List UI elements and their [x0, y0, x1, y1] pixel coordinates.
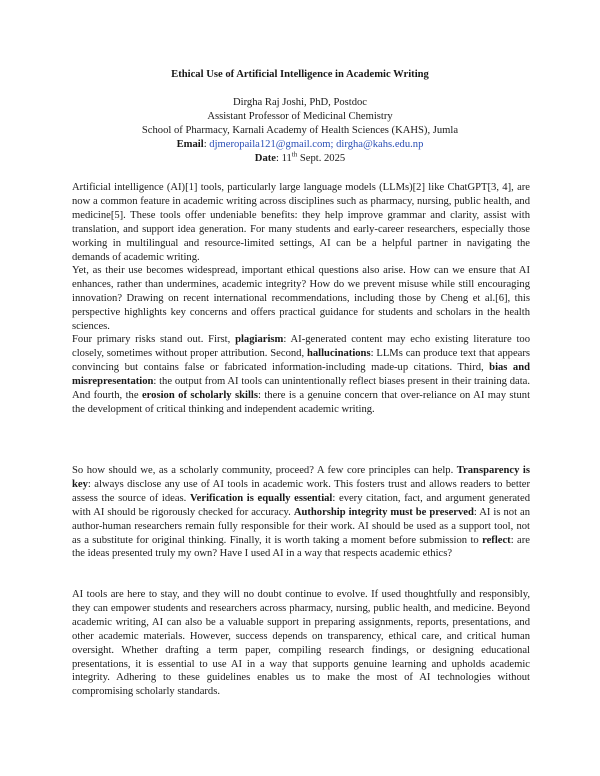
principle-reflect: reflect — [482, 534, 511, 546]
date-rest: Sept. 2025 — [297, 153, 346, 164]
date-day: 11 — [281, 153, 292, 164]
principle-verification: Verification is equally essential — [189, 492, 333, 504]
risk-erosion: erosion of scholarly skills — [141, 389, 258, 401]
risk-bias: bias and misrepresentation — [72, 361, 530, 387]
email-links[interactable]: djmeropaila121@gmail.com; dirgha@kahs.edu.np — [209, 139, 424, 150]
principles-text-5: : are the ideas presented truly my own? Have I used AI in a way that respects academic ethics? — [72, 534, 530, 560]
principles-text-4: : AI is not an author-human researchers remain fully responsible for their work. AI should be used as a support tool, not as a substitute for original thinking. Finally, it is worth taking a moment before submission to — [72, 506, 531, 546]
author-email-line — [0, 138, 600, 152]
paragraph-conclusion: AI tools are here to stay, and they will no doubt continue to evolve. If used thoughtfully and responsibly, they can empower students and researchers across pharmacy, nursing, public health, and medicine. Beyond academic writing, AI can also be a valuable support in preparing assignments, reports, presentations, and other academic materials. However, success depends on transparency, ethical care, and critical human oversight. Whether drafting a term paper, compiling research findings, or designing educational presentations, it is essential to use AI in a way that supports genuine learning and upholds academic integrity. Adhering to these guidelines enables us to make the most of AI technologies without compromising scholarly standards. — [72, 589, 530, 698]
paragraph-risks — [72, 333, 530, 416]
author-position: Assistant Professor of Medicinal Chemistry — [207, 111, 393, 122]
risks-text-1: Four primary risks stand out. First, — [72, 334, 236, 345]
date-suffix: th — [291, 150, 298, 159]
paragraph-principles — [72, 464, 530, 561]
paragraph-ethical-questions: Yet, as their use becomes widespread, important ethical questions also arise. How can we ensure that AI enhances, rather than undermines, academic integrity? How do we prevent misuse while still encouraging innovation? Drawing on recent international recommendations, including those by Cheng et al.[6], this perspective highlights key concerns and offers practical guidance for students and scholars in the health sciences. — [72, 265, 530, 332]
risks-text-3: : LLMs can produce text that appears convincing but contains false or fabricated information-including made-up citations. Third, — [72, 347, 531, 373]
paragraph-intro: Artificial intelligence (AI)[1] tools, particularly large language models (LLMs)[2] like ChatGPT[3, 4], are now a common feature in academic writing across disciplines such as pharmacy, nursing, public health, and medicine[5]. These tools offer undeniable benefits: they help improve grammar and clarity, assist with translation, and support idea generation. For many students and early-career researchers, especially those working in multilingual and resource-limited settings, AI can be a helpful partner in navigating the demands of academic writing. — [72, 182, 530, 263]
principles-text-2: : always disclose any use of AI tools in academic work. This fosters trust and allows readers to better assess the source of ideas. — [72, 478, 530, 504]
principle-authorship: Authorship integrity must be preserved — [293, 506, 474, 518]
risks-text-2: : AI-generated content may echo existing literature too closely, sometimes without proper attribution. Second, — [72, 334, 531, 359]
risks-text-5: : there is a genuine concern that over-reliance on AI may stunt the development of critical thinking and independent academic writing. — [72, 389, 531, 415]
principle-transparency: Transparency is key — [72, 465, 530, 490]
principles-text-1: So how should we, as a scholarly community, proceed? A few core principles can help. — [72, 465, 457, 476]
date-line — [0, 152, 600, 166]
author-name: Dirgha Raj Joshi, PhD, Postdoc — [233, 97, 367, 108]
risk-plagiarism: plagiarism — [235, 334, 284, 345]
document-title: Ethical Use of Artificial Intelligence in Academic Writing — [171, 69, 429, 80]
email-separator: : — [203, 139, 210, 150]
author-affiliation: School of Pharmacy, Karnali Academy of Health Sciences (KAHS), Jumla — [141, 125, 459, 136]
email-label: Email — [176, 139, 204, 150]
date-label: Date — [254, 153, 276, 164]
risks-text-4: : the output from AI tools can unintentionally reflect biases present in their training data. And fourth, the — [72, 375, 530, 401]
risk-hallucinations: hallucinations — [306, 347, 371, 359]
date-separator: : — [275, 153, 282, 164]
principles-text-3: : every citation, fact, and argument generated with AI should be rigorously checked for accuracy. — [72, 492, 530, 518]
